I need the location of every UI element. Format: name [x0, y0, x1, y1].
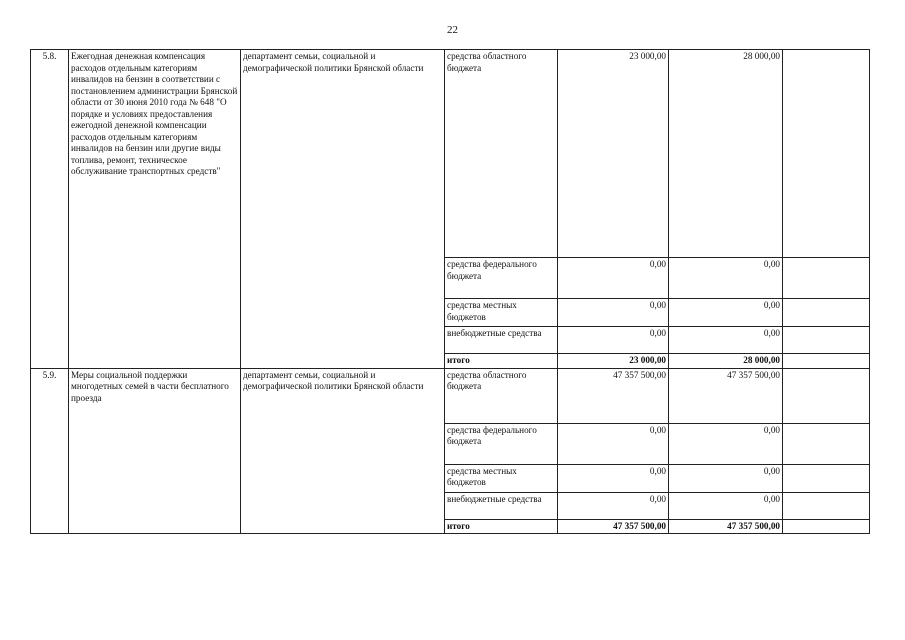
value-year-2: 0,00 [669, 258, 783, 299]
value-year-2: 0,00 [669, 464, 783, 492]
source-label: средства местных бюджетов [445, 299, 558, 327]
value-year-2: 0,00 [669, 327, 783, 354]
value-year-1: 47 357 500,00 [558, 519, 669, 534]
value-year-1: 47 357 500,00 [558, 368, 669, 423]
row-number: 5.9. [31, 368, 69, 534]
value-year-2: 28 000,00 [669, 50, 783, 258]
value-year-3 [783, 464, 870, 492]
executor: департамент семьи, социальной и демографической политики Брянской области [241, 368, 445, 534]
value-year-2: 47 357 500,00 [669, 368, 783, 423]
value-year-2: 28 000,00 [669, 354, 783, 369]
source-label: внебюджетные средства [445, 327, 558, 354]
value-year-1: 0,00 [558, 423, 669, 464]
value-year-1: 23 000,00 [558, 50, 669, 258]
value-year-1: 0,00 [558, 299, 669, 327]
source-label: итого [445, 354, 558, 369]
value-year-2: 0,00 [669, 492, 783, 519]
value-year-2: 0,00 [669, 299, 783, 327]
page-number: 22 [447, 24, 458, 36]
value-year-3 [783, 423, 870, 464]
value-year-3 [783, 368, 870, 423]
table-row [31, 368, 870, 423]
row-number: 5.8. [31, 50, 69, 369]
value-year-1: 0,00 [558, 327, 669, 354]
table-row [31, 50, 870, 258]
budget-table [30, 49, 870, 534]
measure-title: Меры социальной поддержки многодетных семей в части бесплатного проезда [69, 368, 241, 534]
executor: департамент семьи, социальной и демографической политики Брянской области [241, 50, 445, 369]
value-year-3 [783, 327, 870, 354]
value-year-3 [783, 492, 870, 519]
value-year-1: 23 000,00 [558, 354, 669, 369]
value-year-3 [783, 299, 870, 327]
source-label: средства областного бюджета [445, 368, 558, 423]
source-label: внебюджетные средства [445, 492, 558, 519]
value-year-2: 47 357 500,00 [669, 519, 783, 534]
source-label: итого [445, 519, 558, 534]
source-label: средства федерального бюджета [445, 423, 558, 464]
value-year-3 [783, 258, 870, 299]
measure-title: Ежегодная денежная компенсация расходов отдельным категориям инвалидов на бензин в соответствии с постановлением администрации Брянской области от 30 июня 2010 года № 648 "О порядке и условиях предоставления ежегодной денежной компенсации расходов отдельным категориям инвалидов на бензин или другие виды топлива, ремонт, техническое обслуживание транспортных средств" [69, 50, 241, 369]
value-year-1: 0,00 [558, 464, 669, 492]
value-year-3 [783, 50, 870, 258]
source-label: средства местных бюджетов [445, 464, 558, 492]
source-label: средства областного бюджета [445, 50, 558, 258]
value-year-3 [783, 519, 870, 534]
source-label: средства федерального бюджета [445, 258, 558, 299]
value-year-3 [783, 354, 870, 369]
value-year-1: 0,00 [558, 258, 669, 299]
value-year-2: 0,00 [669, 423, 783, 464]
value-year-1: 0,00 [558, 492, 669, 519]
